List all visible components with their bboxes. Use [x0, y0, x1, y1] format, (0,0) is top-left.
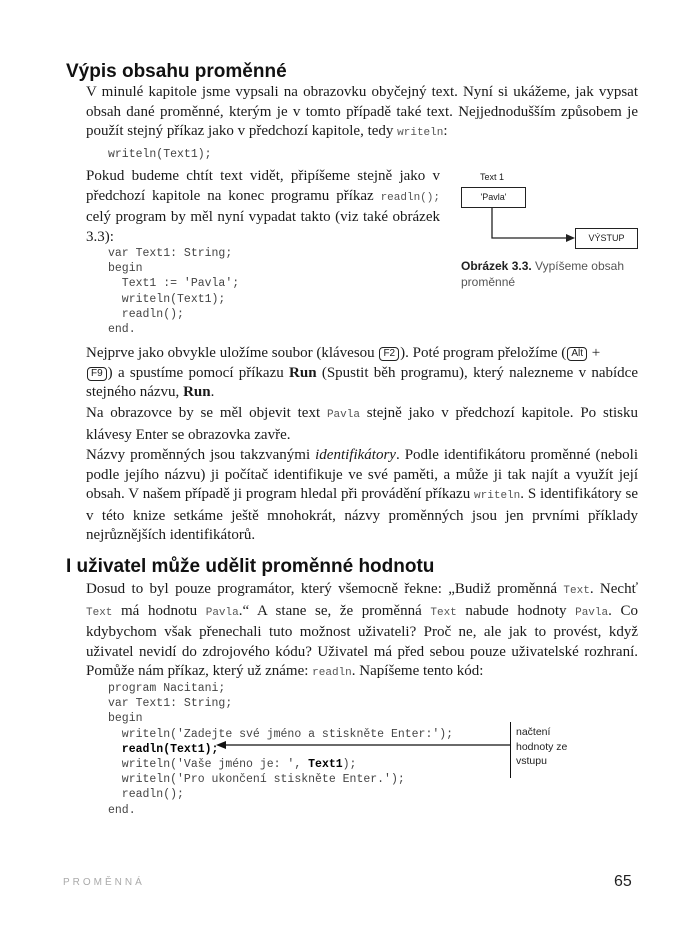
- chapter-label: PROMĚNNÁ: [63, 877, 145, 888]
- paragraph: Pokud budeme chtít text vidět, připíšeme stejně jako v předchozí kapitole na konec programu příkaz readln(); celý program by měl nyní vypadat takto (viz také obrázek 3.3):: [86, 168, 440, 245]
- section-heading: Výpis obsahu proměnné: [66, 61, 287, 82]
- arrow-connector: [480, 200, 580, 245]
- figure-caption: Obrázek 3.3. Vypíšeme obsah proměnné: [461, 259, 624, 289]
- output-box: VÝSTUP: [575, 228, 638, 249]
- variable-label: Text 1: [480, 172, 505, 182]
- annotation-bar: [510, 722, 511, 778]
- f9-key: F9: [87, 367, 107, 381]
- code-block: writeln(Text1);: [108, 148, 212, 161]
- annotation-arrow: [215, 738, 515, 752]
- inline-code: readln();: [380, 191, 440, 204]
- paragraph: Nejprve jako obvykle uložíme soubor (klávesou F2 ). Poté program přeložíme ( Alt + F9 ) a spustíme pomocí příkazu Run (Spustit běh programu), který nalezneme v nabídce stejného názvu, Run.: [86, 345, 638, 400]
- inline-code: writeln: [397, 127, 444, 139]
- paragraph: Na obrazovce by se měl objevit text Pavla stejně jako v předchozí kapitole. Po stisku klávesy Enter se obrazovka zavře.: [86, 405, 638, 443]
- highlighted-code: readln(Text1);: [108, 742, 219, 756]
- paragraph: V minulé kapitole jsme vypsali na obrazovku obyčejný text. Nyní si ukážeme, jak vypsat obsah dané proměnné, kterým je v tomto případě také text. Nejjednodušším způsobem je použít stejný příkaz jako v předchozí kapitole, tedy writeln:: [86, 84, 638, 139]
- alt-key: Alt: [567, 347, 587, 361]
- inline-code: Pavla: [326, 409, 360, 421]
- page-number: 65: [614, 873, 632, 890]
- annotation-text: načtení hodnoty ze vstupu: [516, 726, 568, 767]
- code-block: var Text1: String; begin Text1 := 'Pavla'; writeln(Text1); readln(); end.: [108, 247, 240, 337]
- paragraph: Dosud to byl pouze programátor, který všemocně řekne: „Budiž proměnná Text. Nechť Text má hodnotu Pavla.“ A stane se, že proměnná Text nabude hodnoty Pavla. Co kdybychom však přenechali tuto možnost uživateli? Proč ne, ale jak to provést, když uživatel nevidí do zdrojového kódu? Uživatel má před sebou pouze uživatelské rozhraní. Pomůže nám příkaz, který už známe: readln. Napíšeme tento kód:: [86, 581, 638, 679]
- paragraph: Názvy proměnných jsou takzvanými identifikátory. Podle identifikátoru proměnné (neboli podle jejího názvu) ji počítač identifikuje ve své paměti, a může ji tak najít a využít její obsah. V našem případě ji program hledal při provádění příkazu writeln. S identifikátory se v této knize setkáme ještě mnohokrát, názvy proměnných jsou jen prvními příklady nejrůznějších identifikátorů.: [86, 447, 638, 543]
- inline-code: writeln: [474, 490, 521, 502]
- code-block: program Nacitani; var Text1: String; begin writeln('Zadejte své jméno a stiskněte Enter:'); readln(Text1); writeln('Vaše jméno je: ', Text1); writeln('Pro ukončení stiskněte Enter.'); readln(); end.: [108, 682, 454, 817]
- section-heading: I uživatel může udělit proměnné hodnotu: [66, 556, 435, 577]
- variable-value-box: 'Pavla': [461, 187, 526, 208]
- f2-key: F2: [379, 347, 399, 361]
